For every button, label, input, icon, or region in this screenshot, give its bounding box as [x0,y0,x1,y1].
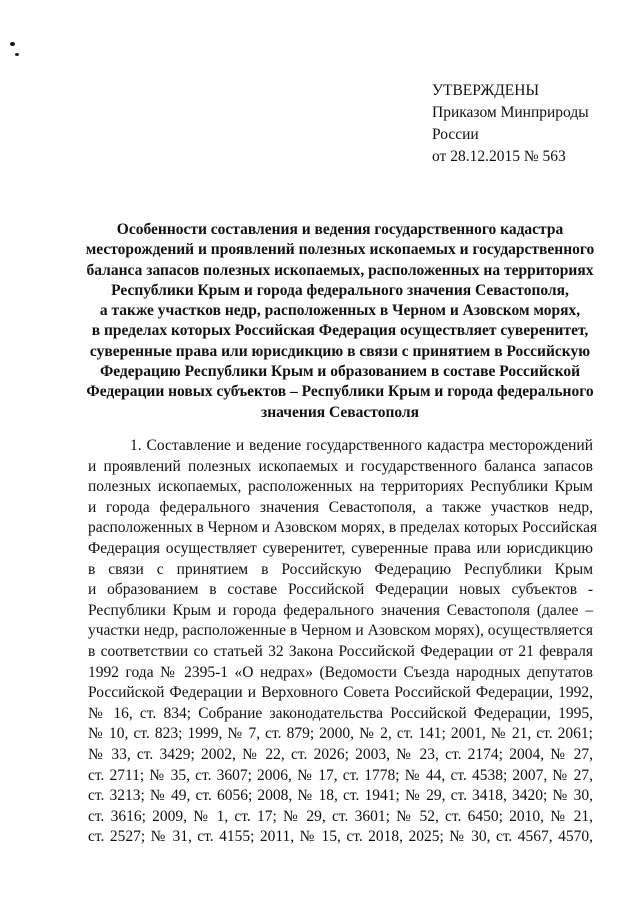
body-line: в связи с принятием в Российскую Федерацию Республики Крым [88,560,593,578]
body-line: полезных ископаемых, расположенных на территориях Республики Крым [88,478,593,496]
body-line: в соответствии со статьей 32 Закона Российской Федерации от 21 февраля [88,642,593,660]
title-line: значения Севастополя [260,403,419,421]
title-line: месторождений и проявлений полезных ископаемых и государственного [85,241,595,259]
title-line: а также участков недр, расположенных в Черном и Азовском морях, [99,302,581,320]
body-line: и проявлений полезных ископаемых и государственного баланса запасов [88,457,593,475]
title-line: Республики Крым и города федерального значения Севастополя, [111,281,569,299]
body-line: Федерация осуществляет суверенитет, суверенные права или юрисдикцию [88,539,593,557]
approval-stamp [432,80,589,168]
body-line: ст. 2711; № 35, ст. 3607; 2006, № 17, ст. 1778; № 44, ст. 4538; 2007, № 27, [88,766,593,784]
title-line: Федерации новых субъектов – Республики Крым и города федерального [86,383,594,401]
approval-line: УТВЕРЖДЕНЫ [432,82,539,99]
title-line: баланса запасов полезных ископаемых, расположенных на территориях [86,261,594,279]
body-line: Республики Крым и города федерального значения Севастополя (далее – [88,601,593,619]
body-line: № 10, ст. 823; 1999, № 7, ст. 879; 2000, № 2, ст. 141; 2001, № 21, ст. 2061; [88,725,593,743]
body-line: ст. 3213; № 49, ст. 6056; 2008, № 18, ст. 1941; № 29, ст. 3418, 3420; № 30, [88,787,593,805]
body-line: расположенных в Черном и Азовском морях, в пределах которых Российская [88,519,598,537]
body-line: участки недр, расположенные в Черном и Азовском морях), осуществляется [88,622,593,640]
scan-speck [10,42,15,46]
body-line: 1992 года № 2395-1 «О недрах» (Ведомости Съезда народных депутатов [88,663,593,681]
body-line: ст. 3616; 2009, № 1, ст. 17; № 29, ст. 3601; № 52, ст. 6450; 2010, № 21, [88,807,593,825]
body-line: № 16, ст. 834; Собрание законодательства Российской Федерации, 1995, [88,704,593,722]
body-line: № 33, ст. 3429; 2002, № 22, ст. 2026; 2003, № 23, ст. 2174; 2004, № 27, [88,745,593,763]
scan-speck [15,53,19,56]
document-title [60,220,620,423]
title-line: Федерацию Республики Крым и образованием в составе Российской [99,363,581,381]
title-line: в пределах которых Российская Федерация осуществляет суверенитет, [91,322,589,340]
body-line: и образованием в составе Российской Федерации новых субъектов - [88,581,593,599]
body-line: 1. Составление и ведение государственного кадастра месторождений [130,437,593,454]
approval-line: России [432,126,479,143]
approval-line: от 28.12.2015 № 563 [432,148,566,165]
body-paragraph [88,436,598,848]
body-line: и города федерального значения Севастополя, а также участков недр, [88,498,593,516]
title-line: Особенности составления и ведения государственного кадастра [116,221,564,238]
body-line: ст. 2527; № 31, ст. 4155; 2011, № 15, ст. 2018, 2025; № 30, ст. 4567, 4570, [88,828,593,846]
body-line: Российской Федерации и Верховного Совета Российской Федерации, 1992, [88,684,593,702]
title-line: суверенные права или юрисдикцию в связи с принятием в Российскую [89,342,591,360]
approval-line: Приказом Минприроды [432,104,589,121]
